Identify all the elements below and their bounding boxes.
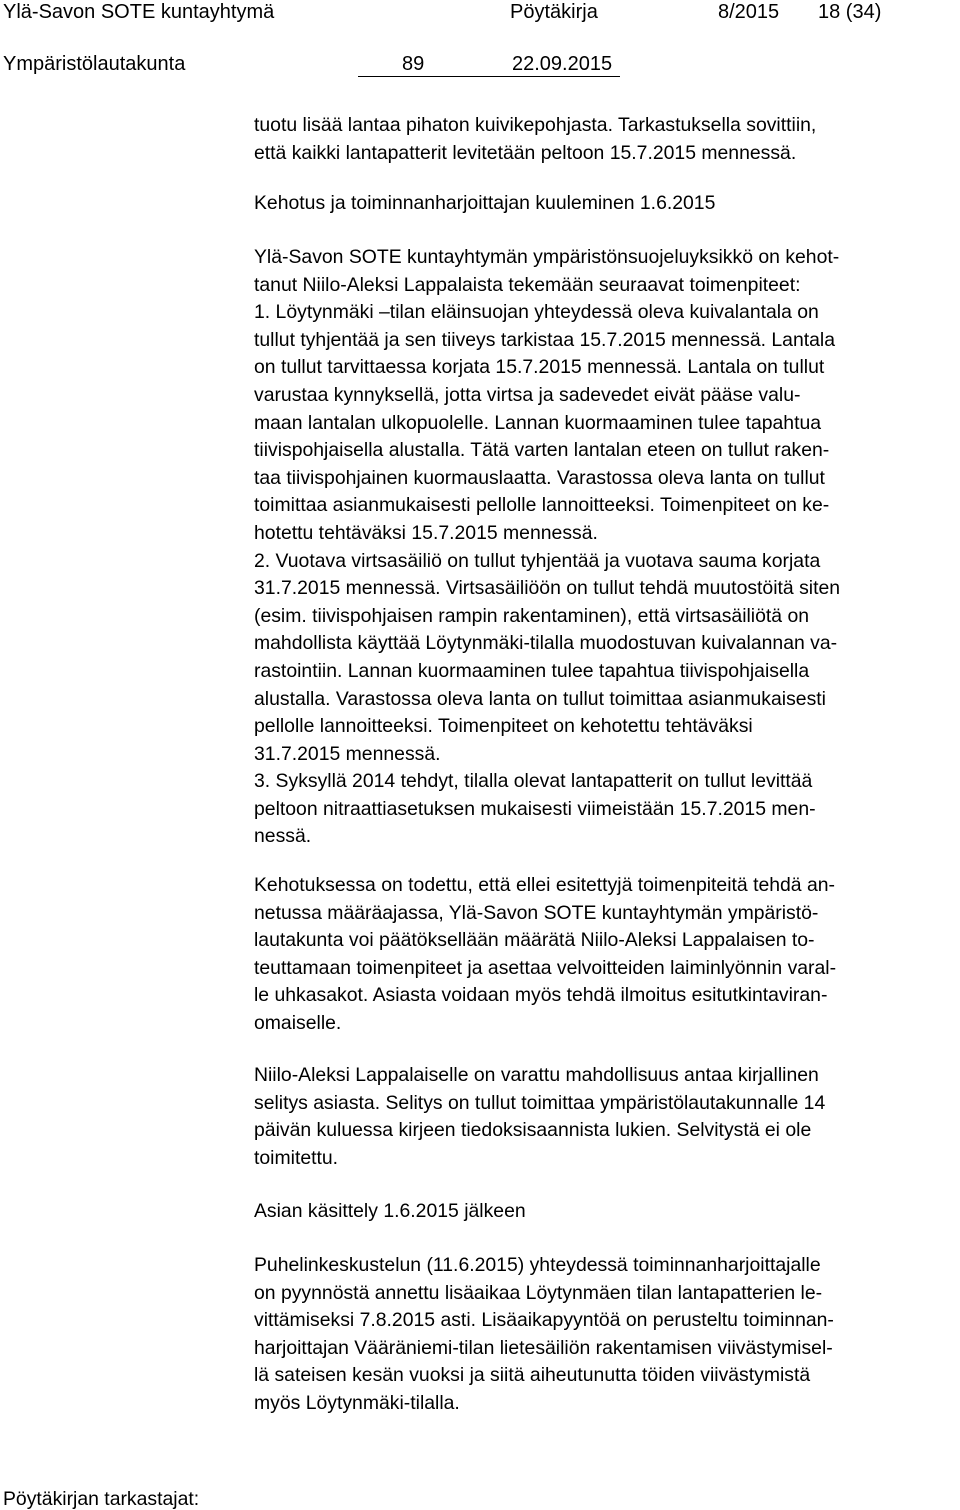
- text-line: vittämiseksi 7.8.2015 asti. Lisäaikapyyntöä on perusteltu toiminnan-: [254, 1309, 834, 1332]
- text-line: 3. Syksyllä 2014 tehdyt, tilalla olevat lantapatterit on tullut levittää: [254, 770, 813, 793]
- text-line: rastointiin. Lannan kuormaaminen tulee tapahtua tiivispohjaisella: [254, 659, 810, 682]
- header-board: Ympäristölautakunta: [3, 53, 186, 75]
- text-line: toimitettu.: [254, 1146, 339, 1169]
- header-document-type: Pöytäkirja: [510, 1, 598, 23]
- text-line: 31.7.2015 mennessä.: [254, 742, 441, 765]
- text-line: harjoittajan Vääräniemi-tilan lietesäiliön rakentamisen viivästymisel-: [254, 1336, 833, 1359]
- text-line: 2. Vuotava virtsasäiliö on tullut tyhjentää ja vuotava sauma korjata: [254, 549, 821, 572]
- paragraph-hearing: [254, 1062, 960, 1172]
- paragraph-measures: [254, 244, 960, 851]
- text-line: mahdollista käyttää Löytynmäki-tilalla muodostuvan kuivalannan va-: [254, 632, 838, 655]
- text-line: Niilo-Aleksi Lappalaiselle on varattu mahdollisuus antaa kirjallinen: [254, 1064, 819, 1086]
- text-line: nessä.: [254, 825, 312, 848]
- subheading-handling: [254, 1198, 960, 1226]
- header-organization: Ylä-Savon SOTE kuntayhtymä: [3, 1, 275, 23]
- header-date: 22.09.2015: [512, 53, 613, 75]
- header-document-number: 8/2015: [718, 1, 780, 23]
- text-line: Puhelinkeskustelun (11.6.2015) yhteydessä toiminnanharjoittajalle: [254, 1254, 821, 1276]
- text-line: tanut Niilo-Aleksi Lappalaista tekemään seuraavat toimenpiteet:: [254, 273, 801, 296]
- header-section-number: 89: [402, 53, 425, 75]
- text-line: le uhkasakot. Asiasta voidaan myös tehdä ilmoitus esitutkintaviran-: [254, 984, 828, 1007]
- text-line: Kehotuksessa on todettu, että ellei esitettyjä toimenpiteitä tehdä an-: [254, 874, 836, 896]
- text-line: päivän kuluessa kirjeen tiedoksisaannista lukien. Selvitystä ei ole: [254, 1119, 812, 1142]
- text-line: lä sateisen kesän vuoksi ja siitä aiheutunutta töiden viivästymistä: [254, 1364, 811, 1387]
- text-line: on tullut tarvittaessa korjata 15.7.2015 mennessä. Lantala on tullut: [254, 356, 825, 379]
- text-line: että kaikki lantapatterit levitetään peltoon 15.7.2015 mennessä.: [254, 141, 797, 164]
- text-line: varustaa kynnyksellä, jotta virtsa ja sadevedet eivät pääse valu-: [254, 383, 801, 406]
- text-line: pellolle lannoitteeksi. Toimenpiteet on kehotettu tehtäväksi: [254, 715, 753, 738]
- text-line: peltoon nitraattiasetuksen mukaisesti viimeistään 15.7.2015 men-: [254, 797, 816, 820]
- text-line: tuotu lisää lantaa pihaton kuivikepohjasta. Tarkastuksella sovittiin,: [254, 114, 817, 136]
- text-line: tullut tyhjentää ja sen tiiveys tarkistaa 15.7.2015 mennessä. Lantala: [254, 328, 835, 351]
- text-line: Ylä-Savon SOTE kuntayhtymän ympäristönsuojeluyksikkö on kehot-: [254, 246, 840, 268]
- text-line: 31.7.2015 mennessä. Virtsasäiliöön on tullut tehdä muutostöitä siten: [254, 577, 841, 600]
- text-line: omaiselle.: [254, 1011, 342, 1034]
- text-line: (esim. tiivispohjaisen rampin rakentaminen), että virtsasäiliötä on: [254, 604, 810, 627]
- text-line: hotettu tehtäväksi 15.7.2015 mennessä.: [254, 521, 598, 544]
- text-line: lautakunta voi päätöksellään määrätä Niilo-Aleksi Lappalaisen to-: [254, 929, 815, 952]
- text-line: toimittaa asianmukaisesti pellolle lannoitteeksi. Toimenpiteet on ke-: [254, 494, 830, 517]
- footer-reviewers-label: Pöytäkirjan tarkastajat:: [3, 1488, 200, 1510]
- text-line: 1. Löytynmäki –tilan eläinsuojan yhteydessä oleva kuivalantala on: [254, 301, 819, 324]
- text-line: selitys asiasta. Selitys on tullut toimittaa ympäristölautakunnalle 14: [254, 1091, 826, 1114]
- header-page-number: 18 (34): [818, 1, 882, 23]
- subheading-kehotus: [254, 190, 960, 218]
- text-line: on pyynnöstä annettu lisäaikaa Löytynmäen tilan lantapatterien le-: [254, 1281, 823, 1304]
- header-underline: [358, 76, 620, 77]
- text-line: alustalla. Varastossa oleva lanta on tullut toimittaa asianmukaisesti: [254, 687, 826, 710]
- paragraph-extension: [254, 1252, 960, 1418]
- text-line: Asian käsittely 1.6.2015 jälkeen: [254, 1200, 526, 1222]
- paragraph-intro: [254, 112, 960, 167]
- paragraph-consequences: [254, 872, 960, 1038]
- text-line: taa tiivispohjainen kuormauslaatta. Varastossa oleva lanta on tullut: [254, 466, 825, 489]
- text-line: tiivispohjaisella alustalla. Tätä varten lantalan eteen on tullut raken-: [254, 439, 830, 462]
- text-line: maan lantalan ulkopuolelle. Lannan kuormaaminen tulee tapahtua: [254, 411, 822, 434]
- text-line: netussa määräajassa, Ylä-Savon SOTE kuntayhtymän ympäristö-: [254, 901, 819, 924]
- text-line: teuttamaan toimenpiteet ja asettaa velvoitteiden laiminlyönnin varal-: [254, 956, 837, 979]
- text-line: myös Löytynmäki-tilalla.: [254, 1391, 460, 1414]
- text-line: Kehotus ja toiminnanharjoittajan kuuleminen 1.6.2015: [254, 192, 716, 214]
